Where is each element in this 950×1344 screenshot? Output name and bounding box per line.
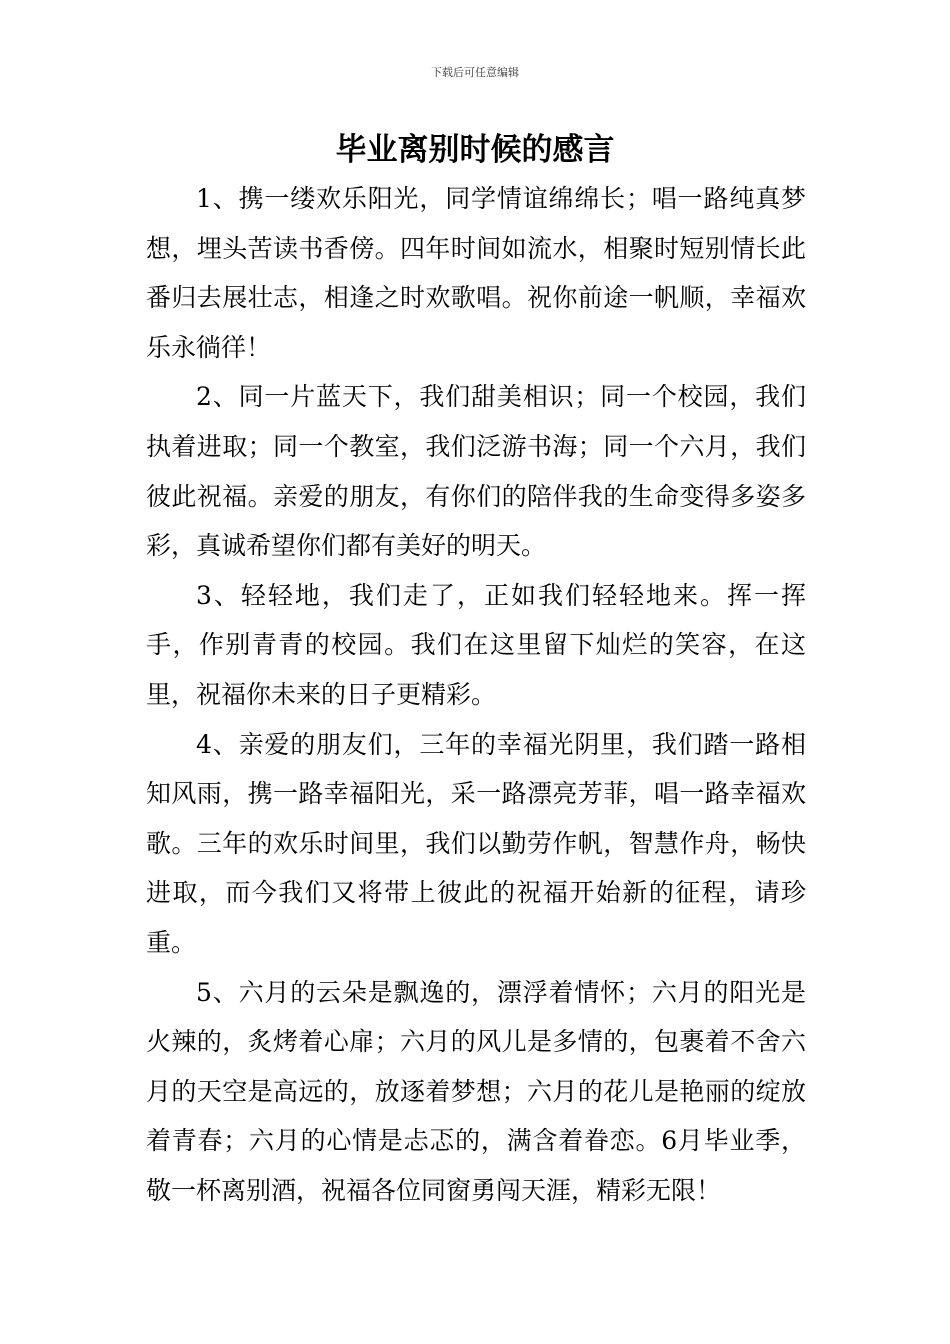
paragraph-5: 5、六月的云朵是飘逸的，漂浮着情怀；六月的阳光是火辣的，炙烤着心扉；六月的风儿是多情的，包裹着不舍六月的天空是高远的，放逐着梦想；六月的花儿是艳丽的绽放着青春；六月的心情是忐忑的，满含着眷恋。6月毕业季，敬一杯离别酒，祝福各位同窗勇闯天涯，精彩无限！ xyxy=(146,977,806,1205)
paragraph-3: 3、轻轻地，我们走了，正如我们轻轻地来。挥一挥手，作别青青的校园。我们在这里留下灿烂的笑容，在这里，祝福你未来的日子更精彩。 xyxy=(146,580,806,709)
document-title: 毕业离别时候的感言 xyxy=(335,132,615,168)
paragraph-2: 2、同一片蓝天下，我们甜美相识；同一个校园，我们执着进取；同一个教室，我们泛游书海；同一个六月，我们彼此祝福。亲爱的朋友，有你们的陪伴我的生命变得多姿多彩，真诚希望你们都有美好的明天。 xyxy=(146,382,806,561)
header-note: 下载后可任意编辑 xyxy=(431,66,519,79)
paragraph-1: 1、携一缕欢乐阳光，同学情谊绵绵长；唱一路纯真梦想，埋头苦读书香傍。四年时间如流水，相聚时短别情长此番归去展壮志，相逢之时欢歌唱。祝你前途一帆顺，幸福欢乐永徜徉！ xyxy=(146,184,806,362)
document-body xyxy=(146,174,806,1215)
paragraph-4: 4、亲爱的朋友们，三年的幸福光阴里，我们踏一路相知风雨，携一路幸福阳光，采一路漂亮芳菲，唱一路幸福欢歌。三年的欢乐时间里，我们以勤劳作帆，智慧作舟，畅快进取，而今我们又将带上彼此的祝福开始新的征程，请珍重。 xyxy=(146,729,806,957)
